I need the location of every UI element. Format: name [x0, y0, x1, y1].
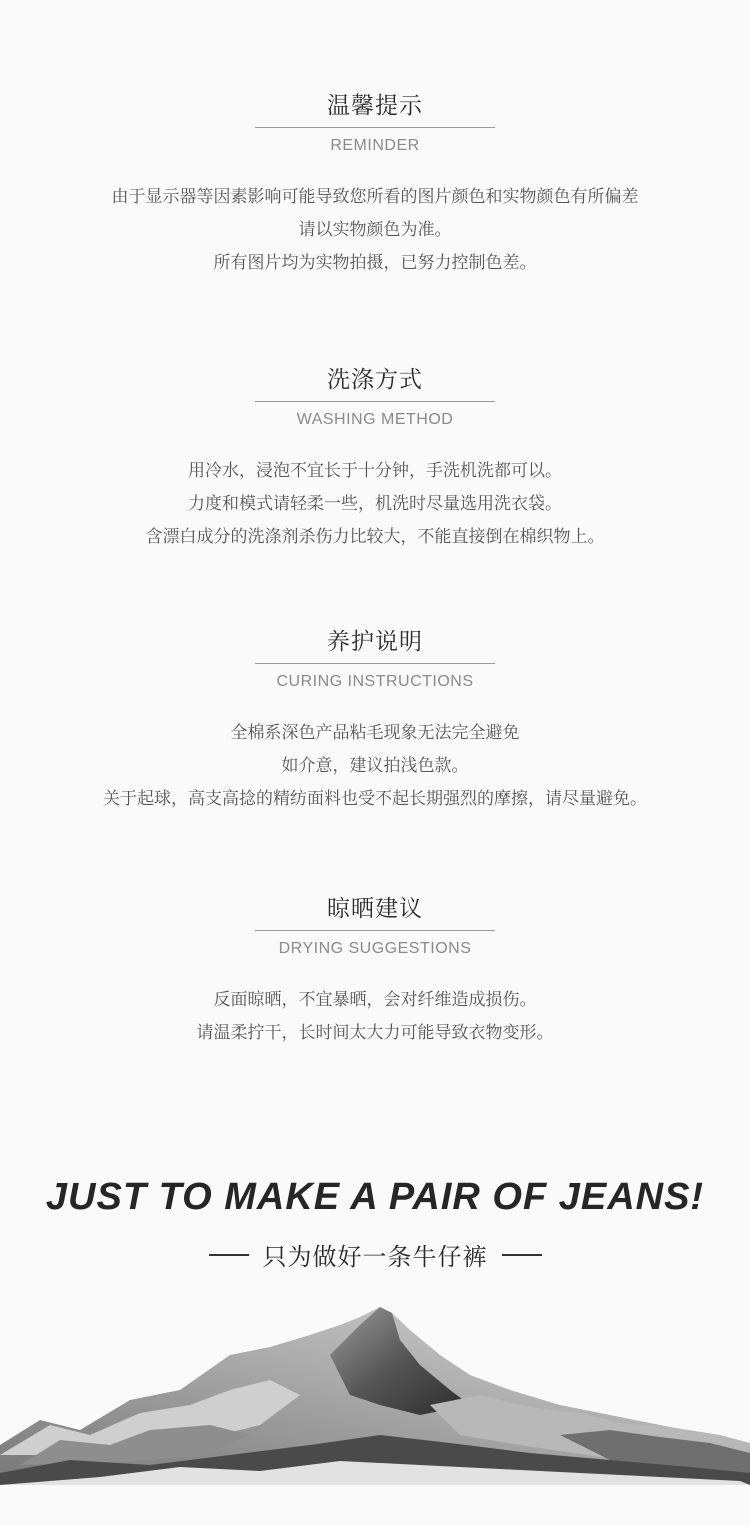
body-line: 由于显示器等因素影响可能导致您所看的图片颜色和实物颜色有所偏差	[111, 187, 639, 207]
body-line: 含漂白成分的洗涤剂杀伤力比较大，不能直接倒在棉织物上。	[145, 527, 605, 547]
section-drying-suggestions	[0, 894, 750, 1050]
chinese-slogan-row	[0, 1237, 750, 1272]
english-slogan: JUST TO MAKE A PAIR OF JEANS!	[45, 1176, 705, 1218]
section-reminder	[0, 91, 750, 280]
body-line: 力度和模式请轻柔一些，机洗时尽量选用洗衣袋。	[188, 494, 562, 514]
section-body	[0, 181, 750, 280]
title-divider	[255, 127, 495, 128]
left-dash	[209, 1254, 249, 1256]
section-title: 养护说明	[327, 629, 423, 655]
brand-banner	[0, 1175, 750, 1272]
body-line: 反面晾晒，不宜暴晒，会对纤维造成损伤。	[213, 990, 537, 1010]
section-body	[0, 717, 750, 816]
section-body	[0, 984, 750, 1050]
title-divider	[255, 930, 495, 931]
section-title: 晾晒建议	[327, 896, 423, 922]
body-line: 如介意，建议拍浅色款。	[281, 756, 469, 776]
section-subtitle: WASHING METHOD	[296, 411, 454, 428]
body-line: 用冷水，浸泡不宜长于十分钟，手洗机洗都可以。	[188, 461, 562, 481]
section-subtitle: CURING INSTRUCTIONS	[276, 673, 474, 690]
section-subtitle: REMINDER	[330, 137, 420, 154]
right-dash	[502, 1254, 542, 1256]
section-subtitle: DRYING SUGGESTIONS	[278, 940, 472, 957]
section-title: 温馨提示	[327, 93, 423, 119]
mountain-range-icon	[0, 1295, 750, 1485]
section-curing-instructions	[0, 627, 750, 816]
section-washing-method	[0, 365, 750, 554]
body-line: 关于起球，高支高捻的精纺面料也受不起长期强烈的摩擦，请尽量避免。	[103, 789, 647, 809]
section-body	[0, 455, 750, 554]
title-divider	[255, 663, 495, 664]
body-line: 请以实物颜色为准。	[298, 220, 452, 240]
section-title: 洗涤方式	[327, 367, 423, 393]
chinese-slogan: 只为做好一条牛仔裤	[262, 1243, 488, 1271]
body-line: 请温柔拧干，长时间太大力可能导致衣物变形。	[196, 1023, 554, 1043]
body-line: 所有图片均为实物拍摄，已努力控制色差。	[213, 253, 537, 273]
body-line: 全棉系深色产品粘毛现象无法完全避免	[230, 723, 520, 743]
title-divider	[255, 401, 495, 402]
